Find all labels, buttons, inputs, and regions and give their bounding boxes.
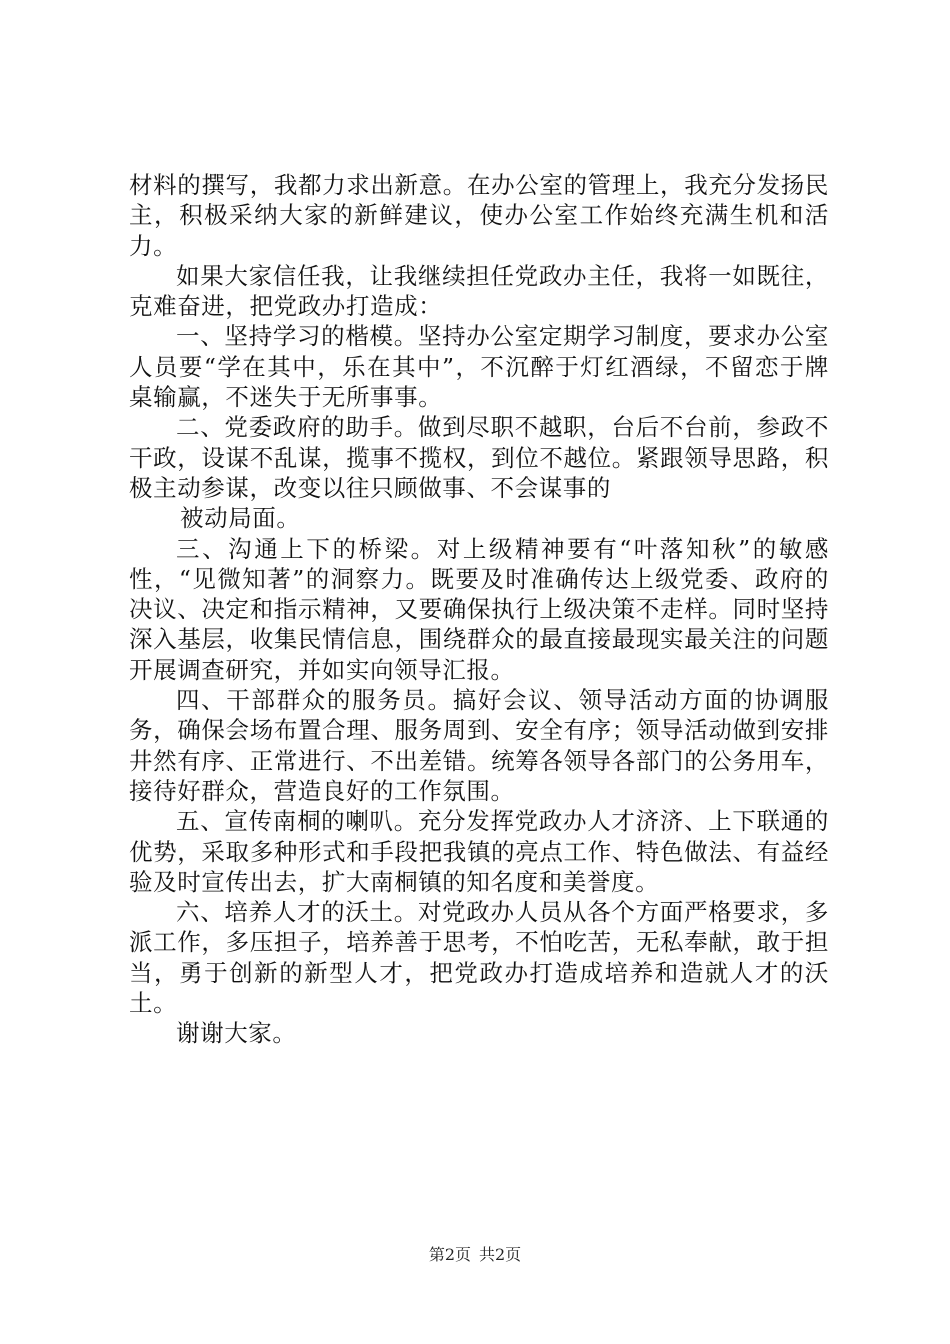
- page-footer: [0, 1244, 950, 1266]
- paragraph-item-2: 二、党委政府的助手。做到尽职不越职，台后不台前，参政不干政，设谋不乱谋，揽事不揽权，到位不越位。紧跟领导思路，积极主动参谋，改变以往只顾做事、不会谋事的: [129, 413, 829, 502]
- paragraph-continuation: 材料的撰写，我都力求出新意。在办公室的管理上，我充分发扬民主，积极采纳大家的新鲜建议，使办公室工作始终充满生机和活力。: [129, 171, 829, 260]
- paragraph-closing: 谢谢大家。: [176, 1019, 297, 1048]
- paragraph-item-3: 三、沟通上下的桥梁。对上级精神要有“叶落知秋”的敏感性，“见微知著”的洞察力。既要及时准确传达上级党委、政府的决议、决定和指示精神，又要确保执行上级决策不走样。同时坚持深入基层，收集民情信息，围绕群众的最直接最现实最关注的问题开展调查研究，并如实向领导汇报。: [129, 534, 829, 684]
- page-number: 第2页: [428, 1245, 471, 1264]
- page-total: 共2页: [479, 1245, 522, 1264]
- paragraph-item-6: 六、培养人才的沃土。对党政办人员从各个方面严格要求，多派工作，多压担子，培养善于思考，不怕吃苦，无私奉献，敢于担当，勇于创新的新型人才，把党政办打造成培养和造就人才的沃土。: [129, 898, 829, 1018]
- paragraph-item-1: 一、坚持学习的楷模。坚持办公室定期学习制度，要求办公室人员要“学在其中，乐在其中”，不沉醉于灯红酒绿，不留恋于牌桌输赢，不迷失于无所事事。: [129, 322, 829, 412]
- paragraph-item-2-tail: 被动局面。: [180, 504, 301, 533]
- paragraph-item-4: 四、干部群众的服务员。搞好会议、领导活动方面的协调服务，确保会场布置合理、服务周到、安全有序；领导活动做到安排井然有序、正常进行、不出差错。统筹各领导各部门的公务用车，接待好群众，营造良好的工作氛围。: [129, 686, 829, 805]
- document-body: [129, 170, 829, 1049]
- paragraph-intro: 如果大家信任我，让我继续担任党政办主任，我将一如既往，克难奋进，把党政办打造成：: [129, 261, 829, 321]
- paragraph-item-5: 五、宣传南桐的喇叭。充分发挥党政办人才济济、上下联通的优势，采取多种形式和手段把我镇的亮点工作、特色做法、有益经验及时宣传出去，扩大南桐镇的知名度和美誉度。: [129, 807, 829, 896]
